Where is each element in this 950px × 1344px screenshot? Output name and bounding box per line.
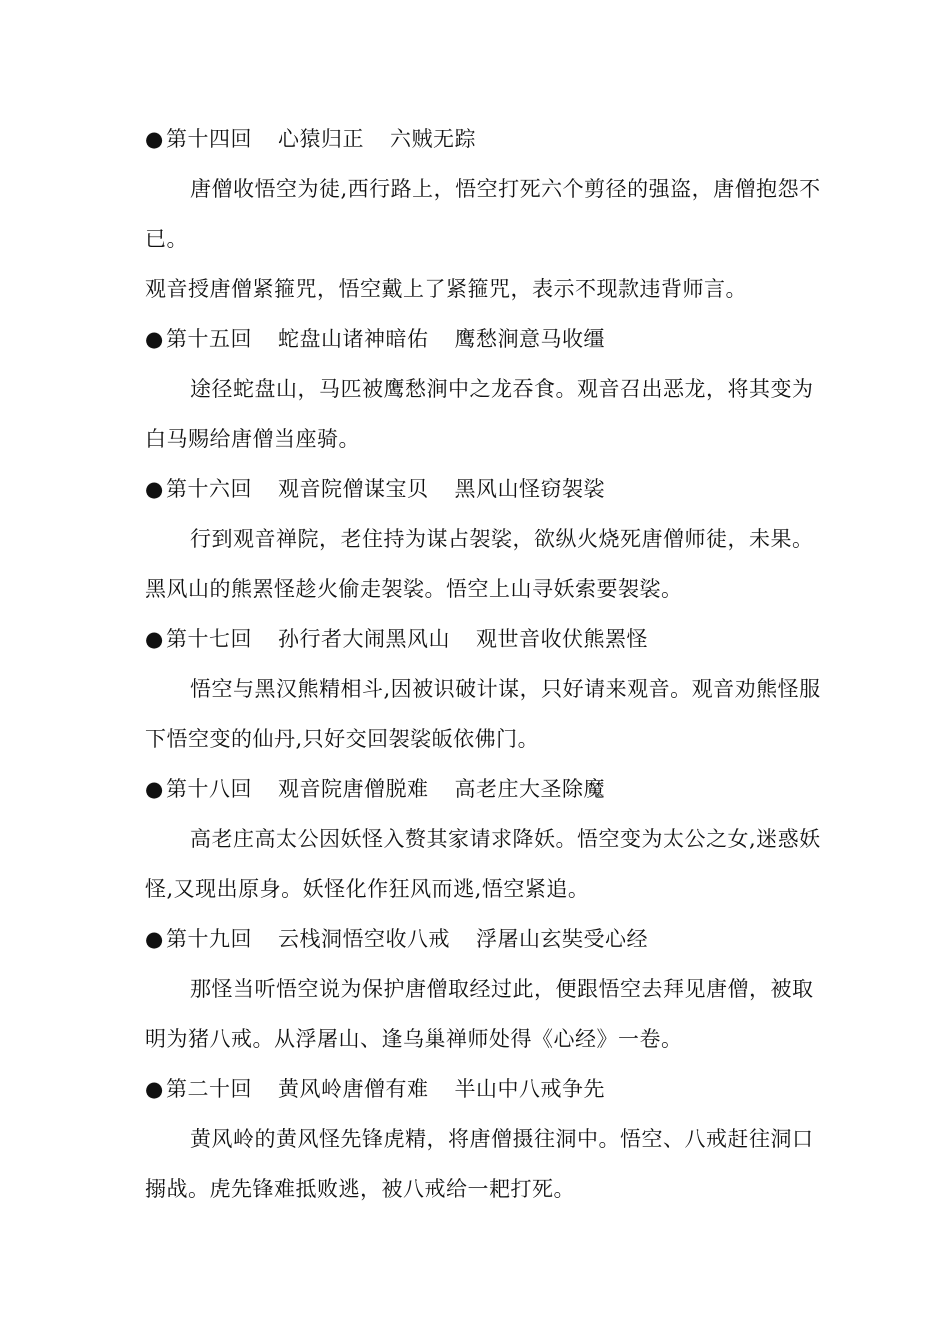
chapter-heading <box>145 464 845 514</box>
paragraph-line: 悟空与黑汉熊精相斗,因被识破计谋，只好请来观音。观音劝熊怪服 <box>190 677 821 701</box>
paragraph-line: 那怪当听悟空说为保护唐僧取经过此，便跟悟空去拜见唐僧，被取 <box>190 977 814 1001</box>
bullet-icon: ● <box>145 927 164 951</box>
bullet-icon: ● <box>145 777 164 801</box>
paragraph-line: 行到观音禅院，老住持为谋占袈裟，欲纵火烧死唐僧师徒，未果。 <box>190 527 814 551</box>
chapter-title-part1: 蛇盘山诸神暗佑 <box>278 327 429 351</box>
chapter-title-part2: 六贼无踪 <box>390 127 476 151</box>
bullet-icon: ● <box>145 477 164 501</box>
chapter-number: 第十九回 <box>166 927 252 951</box>
chapter-title-part1: 观音院僧谋宝贝 <box>278 477 429 501</box>
chapter-title-part2: 黑风山怪窃袈裟 <box>454 477 605 501</box>
chapter-title-part1: 云栈洞悟空收八戒 <box>278 927 450 951</box>
bullet-icon: ● <box>145 627 164 651</box>
chapter-number: 第十五回 <box>166 327 252 351</box>
chapter-number: 第十七回 <box>166 627 252 651</box>
chapter-title-part1: 黄风岭唐僧有难 <box>278 1077 429 1101</box>
chapter-heading <box>145 1064 845 1114</box>
bullet-icon: ● <box>145 127 164 151</box>
chapter-number: 第十六回 <box>166 477 252 501</box>
chapter-heading <box>145 764 845 814</box>
document-body <box>145 114 845 1214</box>
paragraph-line: 搦战。虎先锋难抵败逃，被八戒给一耙打死。 <box>145 1177 575 1201</box>
chapter-title-part2: 鹰愁涧意马收缰 <box>454 327 605 351</box>
paragraph-line: 黑风山的熊罴怪趁火偷走袈裟。悟空上山寻妖索要袈裟。 <box>145 577 683 601</box>
chapter-number: 第二十回 <box>166 1077 252 1101</box>
chapter-heading <box>145 614 845 664</box>
chapter-title-part2: 半山中八戒争先 <box>454 1077 605 1101</box>
paragraph-line: 黄风岭的黄风怪先锋虎精，将唐僧摄往洞中。悟空、八戒赶往洞口 <box>190 1127 814 1151</box>
chapter-title-part2: 浮屠山玄奘受心经 <box>476 927 648 951</box>
chapter-title-part1: 孙行者大闹黑风山 <box>278 627 450 651</box>
chapter-heading <box>145 914 845 964</box>
chapter-number: 第十八回 <box>166 777 252 801</box>
chapter-title-part2: 观世音收伏熊罴怪 <box>476 627 648 651</box>
chapter-title-part2: 高老庄大圣除魔 <box>454 777 605 801</box>
bullet-icon: ● <box>145 327 164 351</box>
paragraph-line: 下悟空变的仙丹,只好交回袈裟皈依佛门。 <box>145 727 540 751</box>
paragraph-line: 观音授唐僧紧箍咒，悟空戴上了紧箍咒，表示不现款违背师言。 <box>145 277 747 301</box>
chapter-heading <box>145 314 845 364</box>
bullet-icon: ● <box>145 1077 164 1101</box>
paragraph-line: 高老庄高太公因妖怪入赘其家请求降妖。悟空变为太公之女,迷惑妖 <box>190 827 821 851</box>
chapter-title-part1: 心猿归正 <box>278 127 364 151</box>
paragraph-line: 唐僧收悟空为徒,西行路上，悟空打死六个剪径的强盗，唐僧抱怨不 <box>190 177 821 201</box>
chapter-title-part1: 观音院唐僧脱难 <box>278 777 429 801</box>
paragraph-line: 怪,又现出原身。妖怪化作狂风而逃,悟空紧追。 <box>145 877 590 901</box>
chapter-heading <box>145 114 845 164</box>
paragraph-line: 已。 <box>145 227 188 251</box>
paragraph-line: 明为猪八戒。从浮屠山、逢乌巢禅师处得《心经》一卷。 <box>145 1027 683 1051</box>
paragraph-line: 白马赐给唐僧当座骑。 <box>145 427 360 451</box>
chapter-number: 第十四回 <box>166 127 252 151</box>
paragraph-line: 途径蛇盘山，马匹被鹰愁涧中之龙吞食。观音召出恶龙，将其变为 <box>190 377 814 401</box>
